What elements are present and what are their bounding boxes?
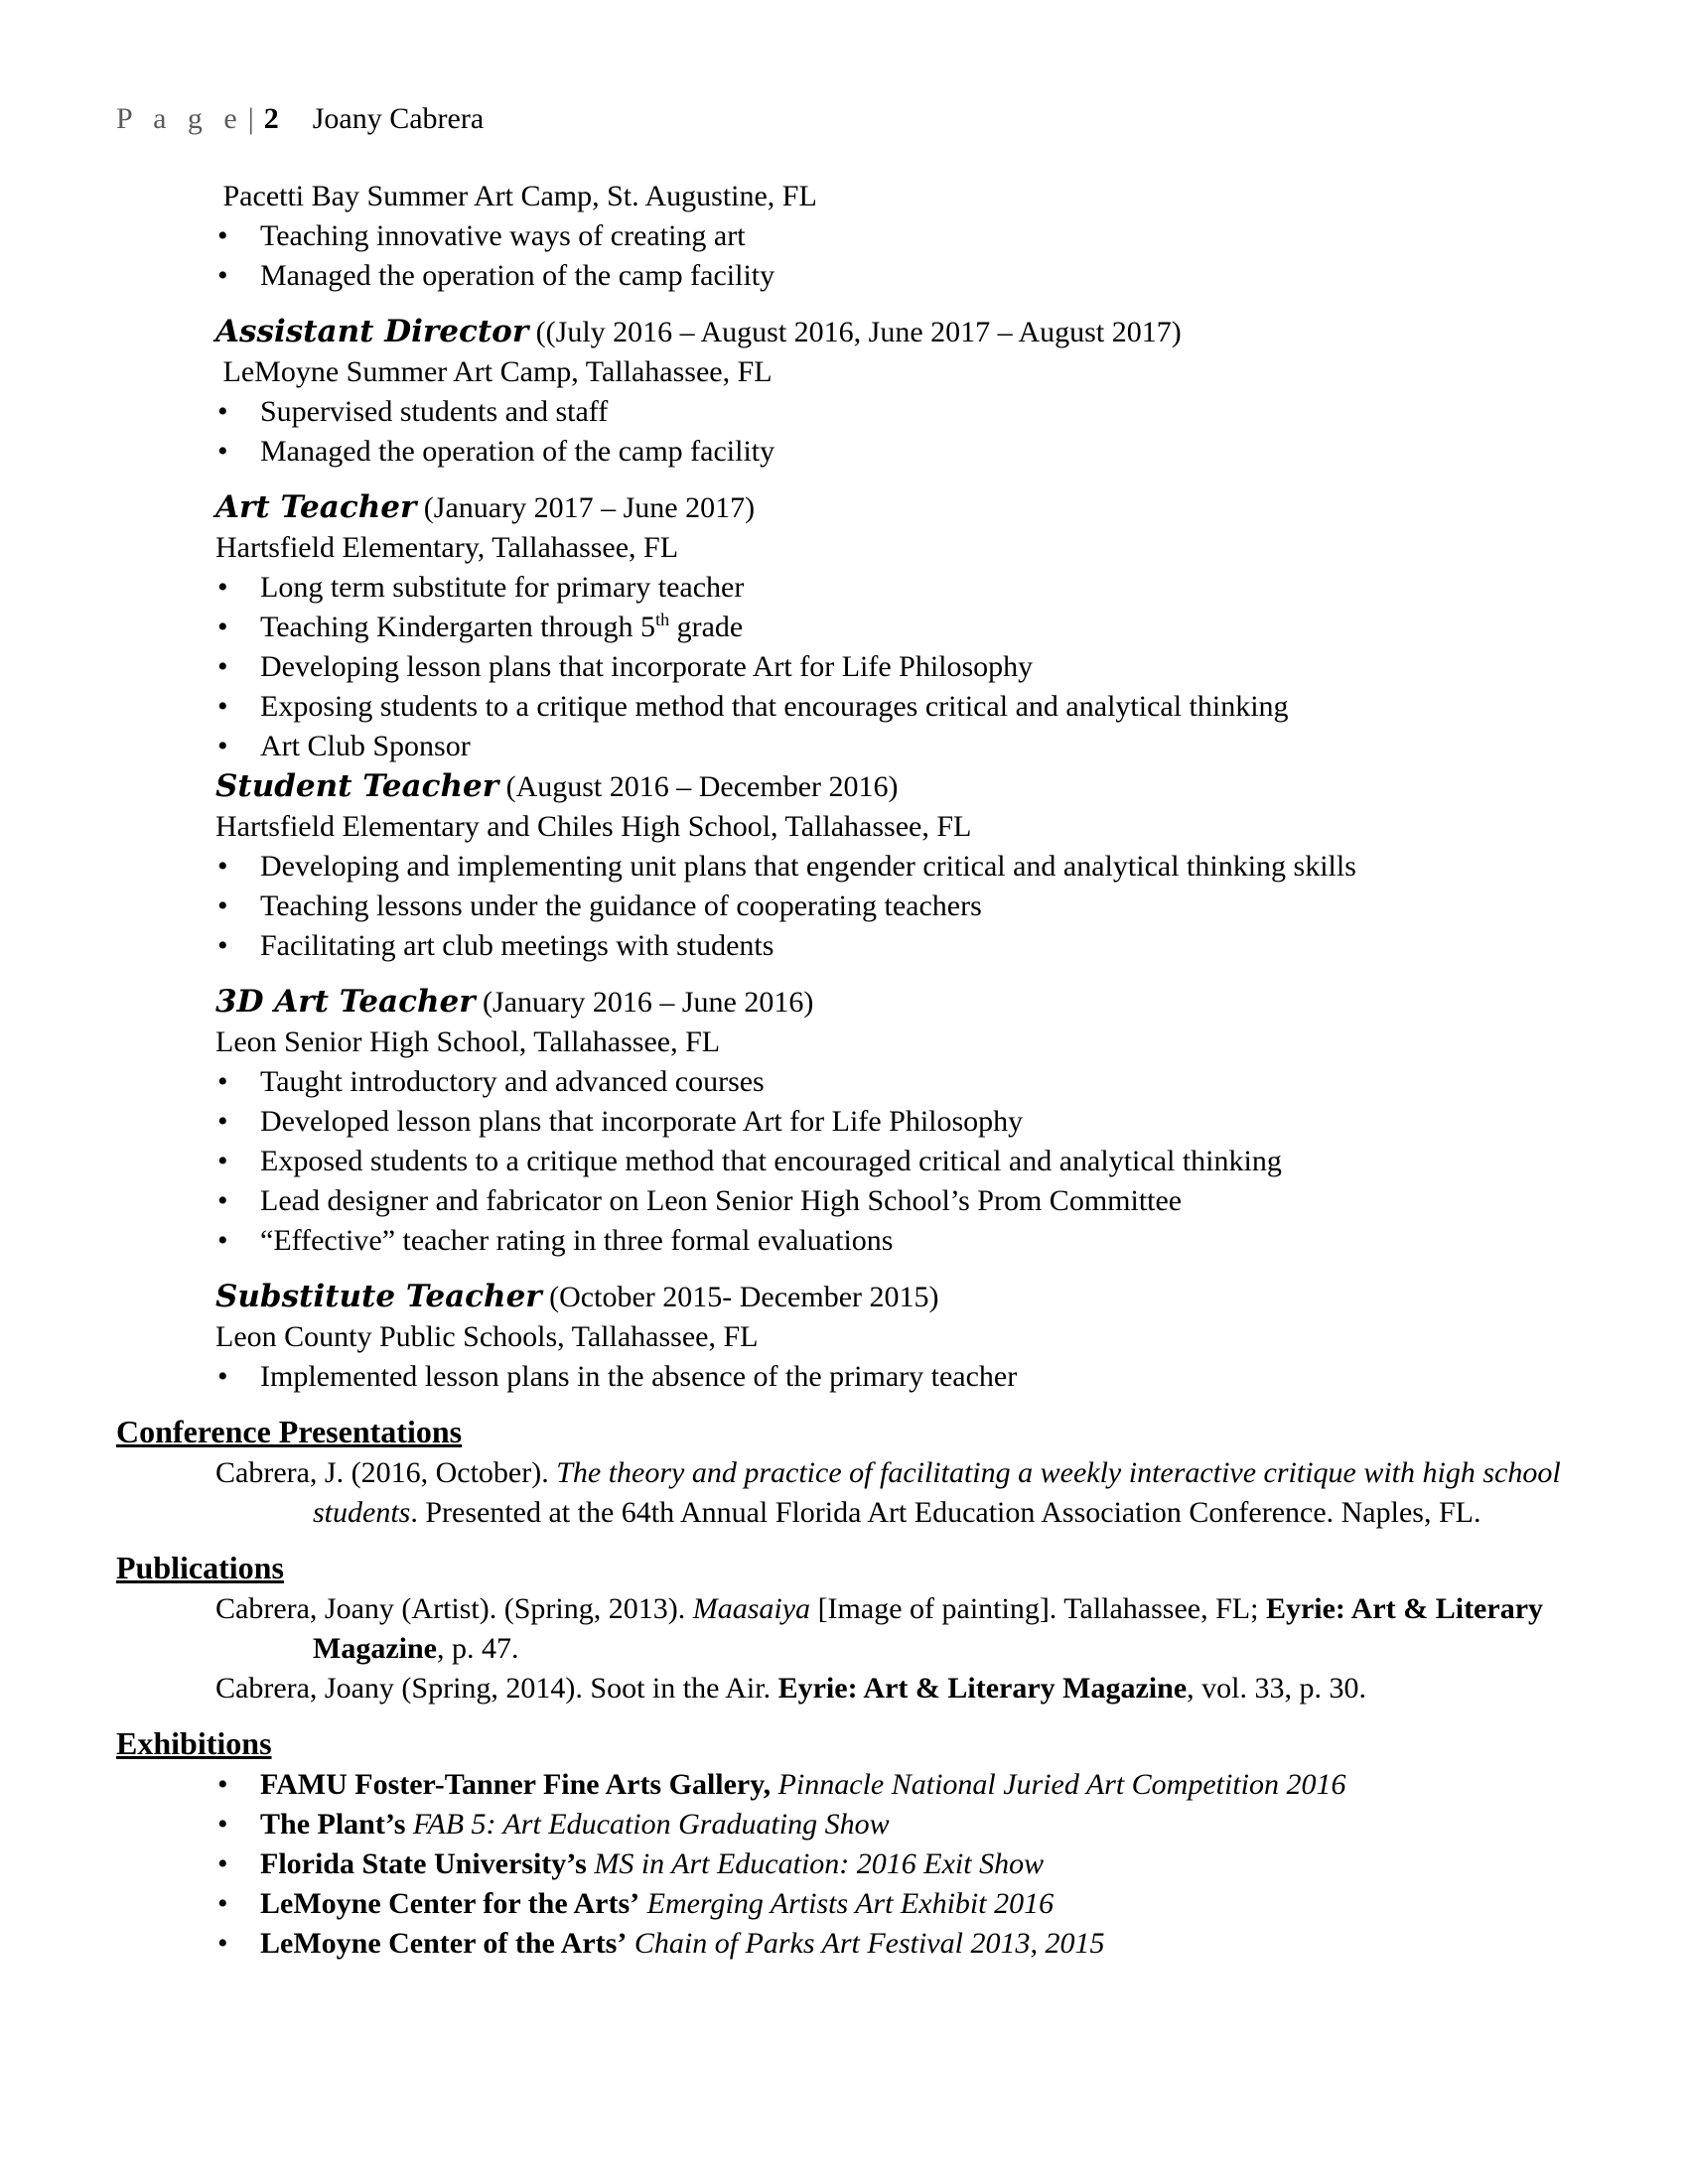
- exhibition-item: • Florida State University’s MS in Art Education: 2016 Exit Show: [116, 1844, 1574, 1884]
- bullet-item: • Teaching Kindergarten through 5th grade: [116, 608, 1574, 647]
- bullet-item: • Managed the operation of the camp facility: [116, 432, 1574, 472]
- exhibition-item: • LeMoyne Center for the Arts’ Emerging Artists Art Exhibit 2016: [116, 1884, 1574, 1924]
- job-block: [116, 982, 1574, 1261]
- job-title-line: [215, 312, 1574, 352]
- bullet-item: • Developing lesson plans that incorporate Art for Life Philosophy: [116, 647, 1574, 687]
- page-word: P a g e: [116, 102, 244, 135]
- section-conference-presentations: [116, 1412, 1574, 1533]
- job-dates: (October 2015- December 2015): [541, 1281, 939, 1313]
- bullet-item: • Developing and implementing unit plans that engender critical and analytical thinking skills: [116, 847, 1574, 887]
- job-bullets: [116, 568, 1574, 766]
- bullet-item: • Supervised students and staff: [116, 392, 1574, 432]
- job-title-line: [215, 487, 1574, 528]
- page-separator: |: [247, 102, 254, 135]
- job-organization: Leon Senior High School, Tallahassee, FL: [215, 1025, 721, 1058]
- section-heading-exhibitions: Exhibitions: [116, 1725, 272, 1761]
- job-organization: Pacetti Bay Summer Art Camp, St. Augustine, FL: [215, 180, 817, 212]
- section-exhibitions: [116, 1723, 1574, 1964]
- job-title: Assistant Director: [215, 314, 529, 349]
- job-title: Student Teacher: [215, 768, 499, 804]
- job-block: [116, 177, 1574, 296]
- bullet-item: • Taught introductory and advanced courses: [116, 1062, 1574, 1102]
- page-number: 2: [263, 102, 279, 135]
- section-publications: [116, 1548, 1574, 1708]
- job-organization: Leon County Public Schools, Tallahassee, FL: [215, 1320, 759, 1353]
- bullet-item: • Teaching lessons under the guidance of cooperating teachers: [116, 887, 1574, 926]
- job-block: [116, 312, 1574, 472]
- job-dates: (January 2016 – June 2016): [475, 986, 814, 1019]
- section-heading-publications: Publications: [116, 1550, 284, 1585]
- bullet-item: • Managed the operation of the camp facility: [116, 256, 1574, 296]
- bullet-item: • “Effective” teacher rating in three formal evaluations: [116, 1221, 1574, 1261]
- bullet-item: • Exposing students to a critique method that encourages critical and analytical thinking: [116, 687, 1574, 727]
- job-dates: ((July 2016 – August 2016, June 2017 – August 2017): [528, 316, 1182, 348]
- publication-entry: Cabrera, Joany (Spring, 2014). Soot in the Air. Eyrie: Art & Literary Magazine, vol. 33, p. 30.: [215, 1672, 1366, 1705]
- job-title: Art Teacher: [215, 489, 417, 525]
- job-block: [116, 1277, 1574, 1397]
- job-bullets: [116, 1062, 1574, 1261]
- job-title-line: [215, 766, 1574, 807]
- job-organization: Hartsfield Elementary and Chiles High School, Tallahassee, FL: [215, 810, 972, 843]
- job-dates: (January 2017 – June 2017): [416, 491, 756, 524]
- job-title: Substitute Teacher: [215, 1279, 542, 1314]
- job-bullets: [116, 1357, 1574, 1397]
- exhibition-item: • FAMU Foster-Tanner Fine Arts Gallery, Pinnacle National Juried Art Competition 2016: [116, 1765, 1574, 1805]
- job-title-line: [215, 1277, 1574, 1317]
- bullet-item: • Facilitating art club meetings with students: [116, 926, 1574, 966]
- job-bullets: [116, 847, 1574, 966]
- conference-entry: Cabrera, J. (2016, October). The theory and practice of facilitating a weekly interactive critique with high school students. Presented at the 64th Annual Florida Art Education Association Conference. Naples, FL.: [215, 1456, 1561, 1529]
- bullet-item: • Long term substitute for primary teacher: [116, 568, 1574, 608]
- exhibition-list: [116, 1765, 1574, 1964]
- job-title: 3D Art Teacher: [215, 984, 476, 1020]
- job-organization: Hartsfield Elementary, Tallahassee, FL: [215, 531, 679, 564]
- exhibition-item: • LeMoyne Center of the Arts’ Chain of Parks Art Festival 2013, 2015: [116, 1924, 1574, 1964]
- bullet-item: • Exposed students to a critique method that encouraged critical and analytical thinking: [116, 1142, 1574, 1181]
- publication-entry: Cabrera, Joany (Artist). (Spring, 2013). Maasaiya [Image of painting]. Tallahassee, FL; Eyrie: Art & Literary Magazine, p. 47.: [215, 1592, 1544, 1665]
- job-bullets: [116, 216, 1574, 296]
- bullet-item: • Implemented lesson plans in the absence of the primary teacher: [116, 1357, 1574, 1397]
- bullet-item: • Developed lesson plans that incorporate Art for Life Philosophy: [116, 1102, 1574, 1142]
- job-bullets: [116, 392, 1574, 472]
- job-organization: LeMoyne Summer Art Camp, Tallahassee, FL: [215, 355, 773, 388]
- section-heading-conference: Conference Presentations: [116, 1414, 463, 1449]
- bullet-item: • Teaching innovative ways of creating art: [116, 216, 1574, 256]
- job-block: [116, 487, 1574, 766]
- author-name: Joany Cabrera: [312, 102, 485, 135]
- exhibition-item: • The Plant’s FAB 5: Art Education Graduating Show: [116, 1805, 1574, 1844]
- job-block: [116, 766, 1574, 966]
- bullet-item: • Lead designer and fabricator on Leon Senior High School’s Prom Committee: [116, 1181, 1574, 1221]
- job-dates: (August 2016 – December 2016): [498, 770, 899, 803]
- job-title-line: [215, 982, 1574, 1023]
- bullet-item: • Art Club Sponsor: [116, 727, 1574, 766]
- page-header: [116, 99, 1574, 139]
